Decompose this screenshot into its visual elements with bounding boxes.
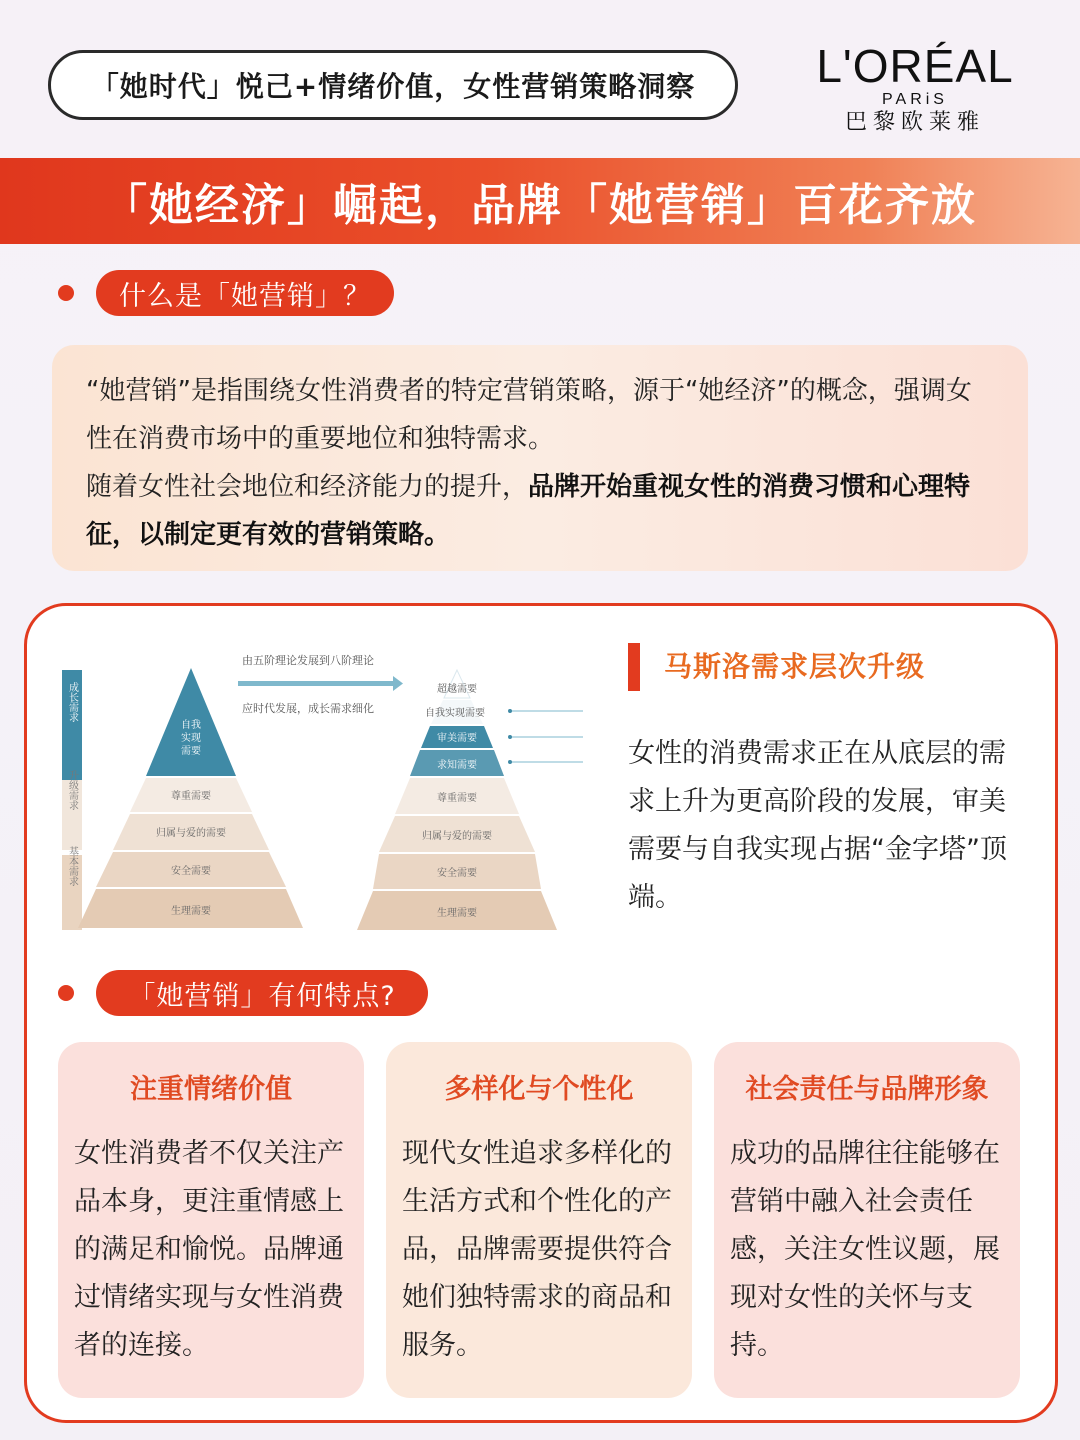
pointer-dot-3 [508,760,512,764]
section-bullet-2 [58,985,74,1001]
left-label-1: 尊重需要 [171,791,211,802]
right-label-1: 自我实现需要 [425,708,485,719]
arrow-text-bottom: 应时代发展，成长需求细化 [242,702,374,715]
right-label-3: 求知需要 [437,760,477,771]
logo-chinese: 巴黎欧莱雅 [844,110,985,135]
intro-para2-prefix: 随着女性社会地位和经济能力的提升， [86,472,529,502]
left-label-4: 生理需要 [171,906,211,917]
left-label-3: 安全需要 [171,866,211,877]
logo-paris: PARiS [882,91,948,108]
right-label-6: 安全需要 [437,868,477,879]
intro-box [52,345,1028,571]
right-label-7: 生理需要 [437,908,477,919]
right-label-2: 审美需要 [437,733,477,744]
right-label-5: 归属与爱的需要 [422,831,492,842]
feature-title: 多样化与个性化 [444,1074,634,1105]
arrow-shaft [238,681,393,686]
section-label-features [96,970,428,1016]
feature-body: 成功的品牌往往能够在营销中融入社会责任感，关注女性议题，展现对女性的关怀与支持。 [730,1138,1000,1361]
feature-title: 注重情绪价值 [130,1074,292,1105]
section-label-features-text: 「她营销」有何特点? [128,980,396,1012]
feature-card-emotion [58,1042,364,1398]
feature-card-diversity [386,1042,692,1398]
loreal-logo [800,40,1030,138]
side-label-growth: 成长需求 [66,682,78,722]
arrow-text-top: 由五阶理论发展到八阶理论 [242,654,374,667]
header-title-pill [48,50,738,120]
main-banner [0,158,1080,244]
side-label-basic: 基本需求 [66,846,78,886]
header-title: 「她时代」悦己+情绪价值，女性营销策略洞察 [90,70,696,103]
maslow-title-accent [628,643,640,691]
intro-para2-bold: 品牌开始重视女性的消费习惯和心理特征，以制定更有效的营销策略。 [86,472,971,550]
feature-body: 女性消费者不仅关注产品本身，更注重情感上的满足和愉悦。品牌通过情绪实现与女性消费者的连接。 [74,1138,344,1361]
feature-title: 社会责任与品牌形象 [745,1074,989,1105]
section-label-what-text: 什么是「她营销」？ [119,280,371,312]
logo-wordmark: L'ORÉAL [816,40,1014,92]
intro-paragraph-1: “她营销”是指围绕女性消费者的特定营销策略，源于“她经济”的概念，强调女性在消费市场中的重要地位和独特需求。 [86,376,972,454]
pointer-dot-2 [508,735,512,739]
banner-title: 「她经济」崛起，品牌「她营销」百花齐放 [103,180,977,231]
maslow-pyramid-diagram [58,640,588,940]
right-label-4: 尊重需要 [437,793,477,804]
right-label-0: 超越需要 [437,684,477,695]
pointer-dot-1 [508,709,512,713]
arrow-head [393,676,403,691]
intro-paragraph-2 [86,463,994,559]
maslow-title: 马斯洛需求层次升级 [664,650,926,683]
feature-card-social [714,1042,1020,1398]
section-label-what [96,270,394,316]
maslow-description: 女性的消费需求正在从底层的需求上升为更高阶段的发展，审美需要与自我实现占据“金字塔”顶端。 [628,738,1007,913]
side-label-upgrade: 升级需求 [66,770,78,810]
left-label-0: 自我实现需要 [181,720,201,757]
left-label-2: 归属与爱的需要 [156,828,226,839]
feature-body: 现代女性追求多样化的生活方式和个性化的产品，品牌需要提供符合她们独特需求的商品和服务。 [402,1138,672,1361]
section-bullet-1 [58,285,74,301]
